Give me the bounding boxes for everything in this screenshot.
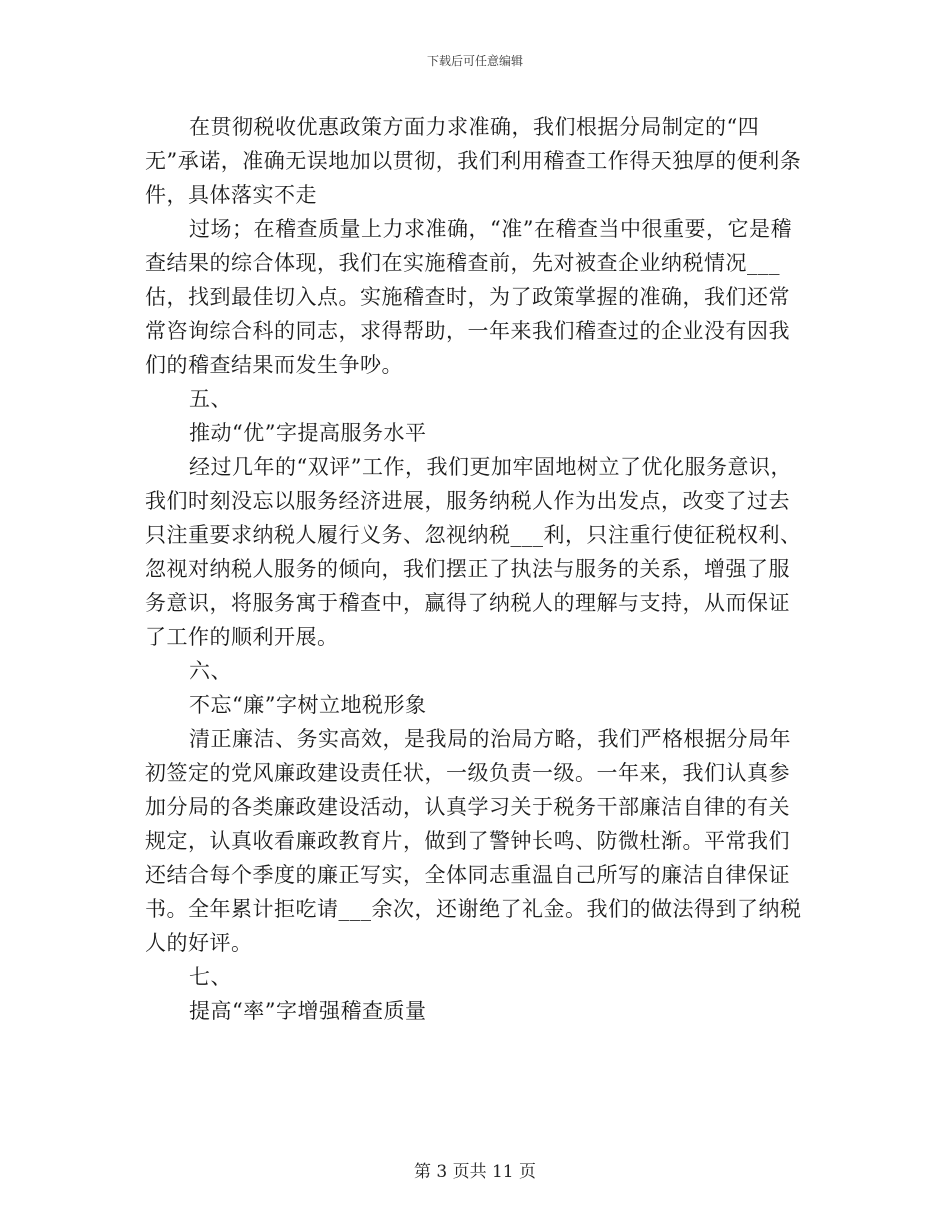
page-footer: 第 3 页共 11 页 xyxy=(413,1162,537,1182)
section-heading: 推动“优”字提高服务水平 xyxy=(189,421,427,445)
page-header: 下载后可任意编辑 xyxy=(426,54,523,68)
document-body xyxy=(145,110,805,1028)
section-number: 七、 xyxy=(189,965,232,989)
section-number: 六、 xyxy=(189,659,232,683)
section-heading: 不忘“廉”字树立地税形象 xyxy=(189,693,427,717)
section-number: 五、 xyxy=(189,387,232,411)
paragraph: 在贯彻税收优惠政策方面力求准确，我们根据分局制定的“四无”承诺，准确无误地加以贯彻，我们利用稽查工作得天独厚的便利条件，具体落实不走 xyxy=(145,115,802,207)
paragraph: 清正廉洁、务实高效，是我局的治局方略，我们严格根据分局年初签定的党风廉政建设责任状，一级负责一级。一年来，我们认真参加分局的各类廉政建设活动，认真学习关于税务干部廉洁自律的有关规定，认真收看廉政教育片，做到了警钟长鸣、防微杜渐。平常我们还结合每个季度的廉正写实，全体同志重温自己所写的廉洁自律保证书。全年累计拒吃请___余次，还谢绝了礼金。我们的做法得到了纳税人的好评。 xyxy=(145,727,802,955)
section-heading: 提高“率”字增强稽查质量 xyxy=(189,999,427,1023)
paragraph: 过场；在稽查质量上力求准确，“准”在稽查当中很重要，它是稽查结果的综合体现，我们在实施稽查前，先对被查企业纳税情况___估，找到最佳切入点。实施稽查时，为了政策掌握的准确，我们还常常咨询综合科的同志，求得帮助，一年来我们稽查过的企业没有因我们的稽查结果而发生争吵。 xyxy=(145,217,792,377)
paragraph: 经过几年的“双评”工作，我们更加牢固地树立了优化服务意识，我们时刻没忘以服务经济进展，服务纳税人作为出发点，改变了过去只注重要求纳税人履行义务、忽视纳税___利，只注重行使征税权利、忽视对纳税人服务的倾向，我们摆正了执法与服务的关系，增强了服务意识，将服务寓于稽查中，赢得了纳税人的理解与支持，从而保证了工作的顺利开展。 xyxy=(145,455,802,649)
